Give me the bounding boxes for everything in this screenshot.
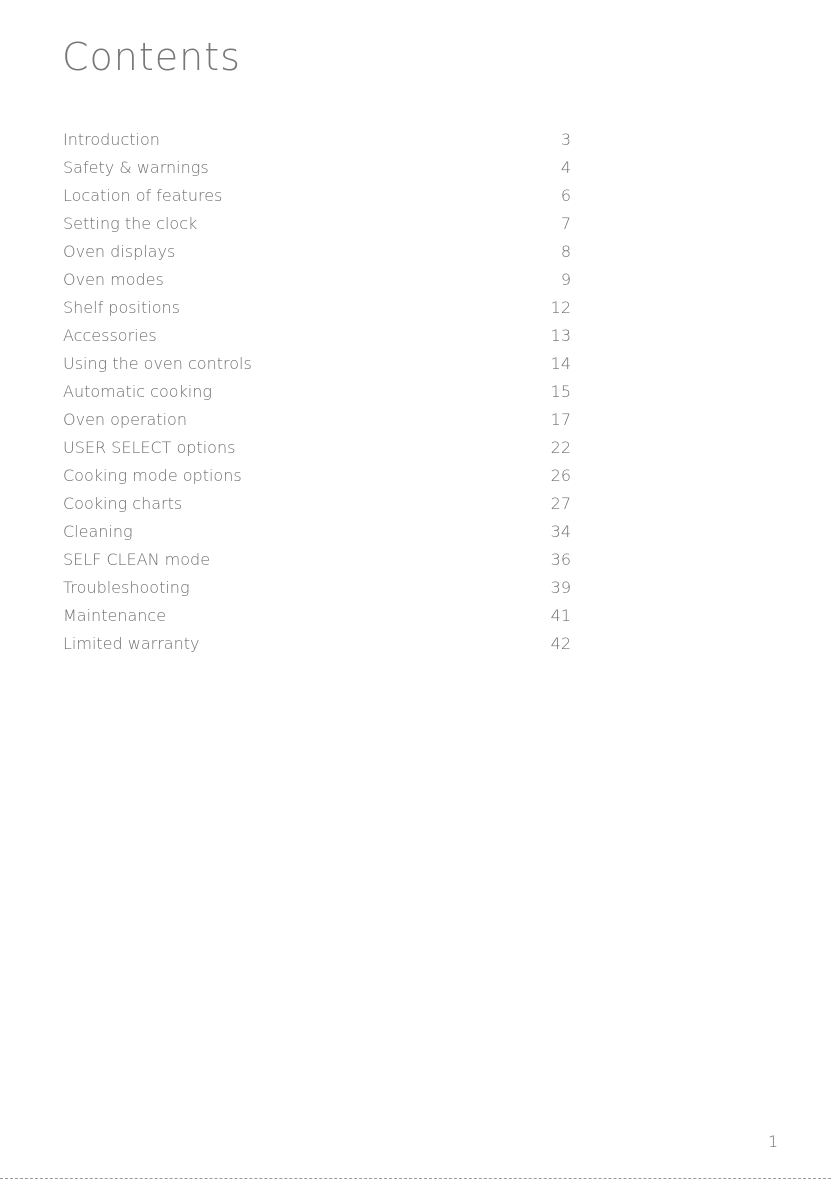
toc-entry-label: Automatic cooking bbox=[63, 382, 212, 401]
page-title: Contents bbox=[62, 35, 241, 79]
toc-entry-label: Limited warranty bbox=[63, 634, 200, 653]
toc-entry-label: Using the oven controls bbox=[63, 354, 252, 373]
toc-entry-page: 41 bbox=[550, 606, 571, 625]
toc-entry-label: Accessories bbox=[63, 326, 157, 345]
toc-entry-page: 14 bbox=[550, 354, 571, 373]
toc-entry[interactable] bbox=[63, 322, 571, 350]
toc-entry-label: Maintenance bbox=[63, 606, 167, 625]
toc-entry-label: Cooking mode options bbox=[63, 466, 242, 485]
toc-entry-label: Location of features bbox=[63, 186, 223, 205]
toc-entry-label: SELF CLEAN mode bbox=[63, 550, 211, 569]
toc-entry-label: Oven operation bbox=[63, 410, 187, 429]
toc-entry[interactable] bbox=[63, 238, 571, 266]
toc-entry-page: 36 bbox=[550, 550, 571, 569]
toc-entry-label: Oven modes bbox=[63, 270, 164, 289]
toc-entry-page: 26 bbox=[550, 466, 571, 485]
toc-entry-label: USER SELECT options bbox=[63, 438, 236, 457]
toc-entry[interactable] bbox=[63, 182, 571, 210]
toc-entry[interactable] bbox=[63, 126, 571, 154]
toc-entry-page: 3 bbox=[560, 130, 571, 149]
toc-entry-label: Cleaning bbox=[63, 522, 133, 541]
toc-entry[interactable] bbox=[63, 378, 571, 406]
toc-entry-page: 22 bbox=[550, 438, 571, 457]
toc-entry-page: 42 bbox=[550, 634, 571, 653]
toc-entry-label: Introduction bbox=[63, 130, 160, 149]
table-of-contents bbox=[63, 126, 571, 658]
toc-entry[interactable] bbox=[63, 266, 571, 294]
toc-entry[interactable] bbox=[63, 574, 571, 602]
toc-entry-page: 7 bbox=[560, 214, 571, 233]
toc-entry-page: 15 bbox=[550, 382, 571, 401]
toc-entry-label: Setting the clock bbox=[63, 214, 198, 233]
toc-entry[interactable] bbox=[63, 294, 571, 322]
page-bottom-rule bbox=[0, 1178, 831, 1179]
toc-entry[interactable] bbox=[63, 154, 571, 182]
toc-entry-page: 27 bbox=[550, 494, 571, 513]
toc-entry-label: Safety & warnings bbox=[63, 158, 209, 177]
toc-entry-page: 8 bbox=[560, 242, 571, 261]
toc-entry-page: 6 bbox=[560, 186, 571, 205]
toc-entry-page: 34 bbox=[550, 522, 571, 541]
toc-entry-page: 39 bbox=[550, 578, 571, 597]
toc-entry[interactable] bbox=[63, 546, 571, 574]
toc-entry-page: 13 bbox=[550, 326, 571, 345]
toc-entry-page: 9 bbox=[560, 270, 571, 289]
toc-entry-page: 17 bbox=[550, 410, 571, 429]
toc-entry[interactable] bbox=[63, 630, 571, 658]
page-number: 1 bbox=[768, 1132, 779, 1151]
toc-entry-label: Oven displays bbox=[63, 242, 176, 261]
toc-entry-page: 12 bbox=[550, 298, 571, 317]
toc-entry[interactable] bbox=[63, 490, 571, 518]
toc-entry[interactable] bbox=[63, 434, 571, 462]
toc-entry[interactable] bbox=[63, 406, 571, 434]
toc-entry[interactable] bbox=[63, 350, 571, 378]
toc-entry[interactable] bbox=[63, 210, 571, 238]
toc-entry-label: Cooking charts bbox=[63, 494, 183, 513]
toc-entry-label: Shelf positions bbox=[63, 298, 181, 317]
toc-entry[interactable] bbox=[63, 518, 571, 546]
toc-entry[interactable] bbox=[63, 462, 571, 490]
toc-entry-label: Troubleshooting bbox=[63, 578, 190, 597]
toc-entry-page: 4 bbox=[560, 158, 571, 177]
toc-entry[interactable] bbox=[63, 602, 571, 630]
